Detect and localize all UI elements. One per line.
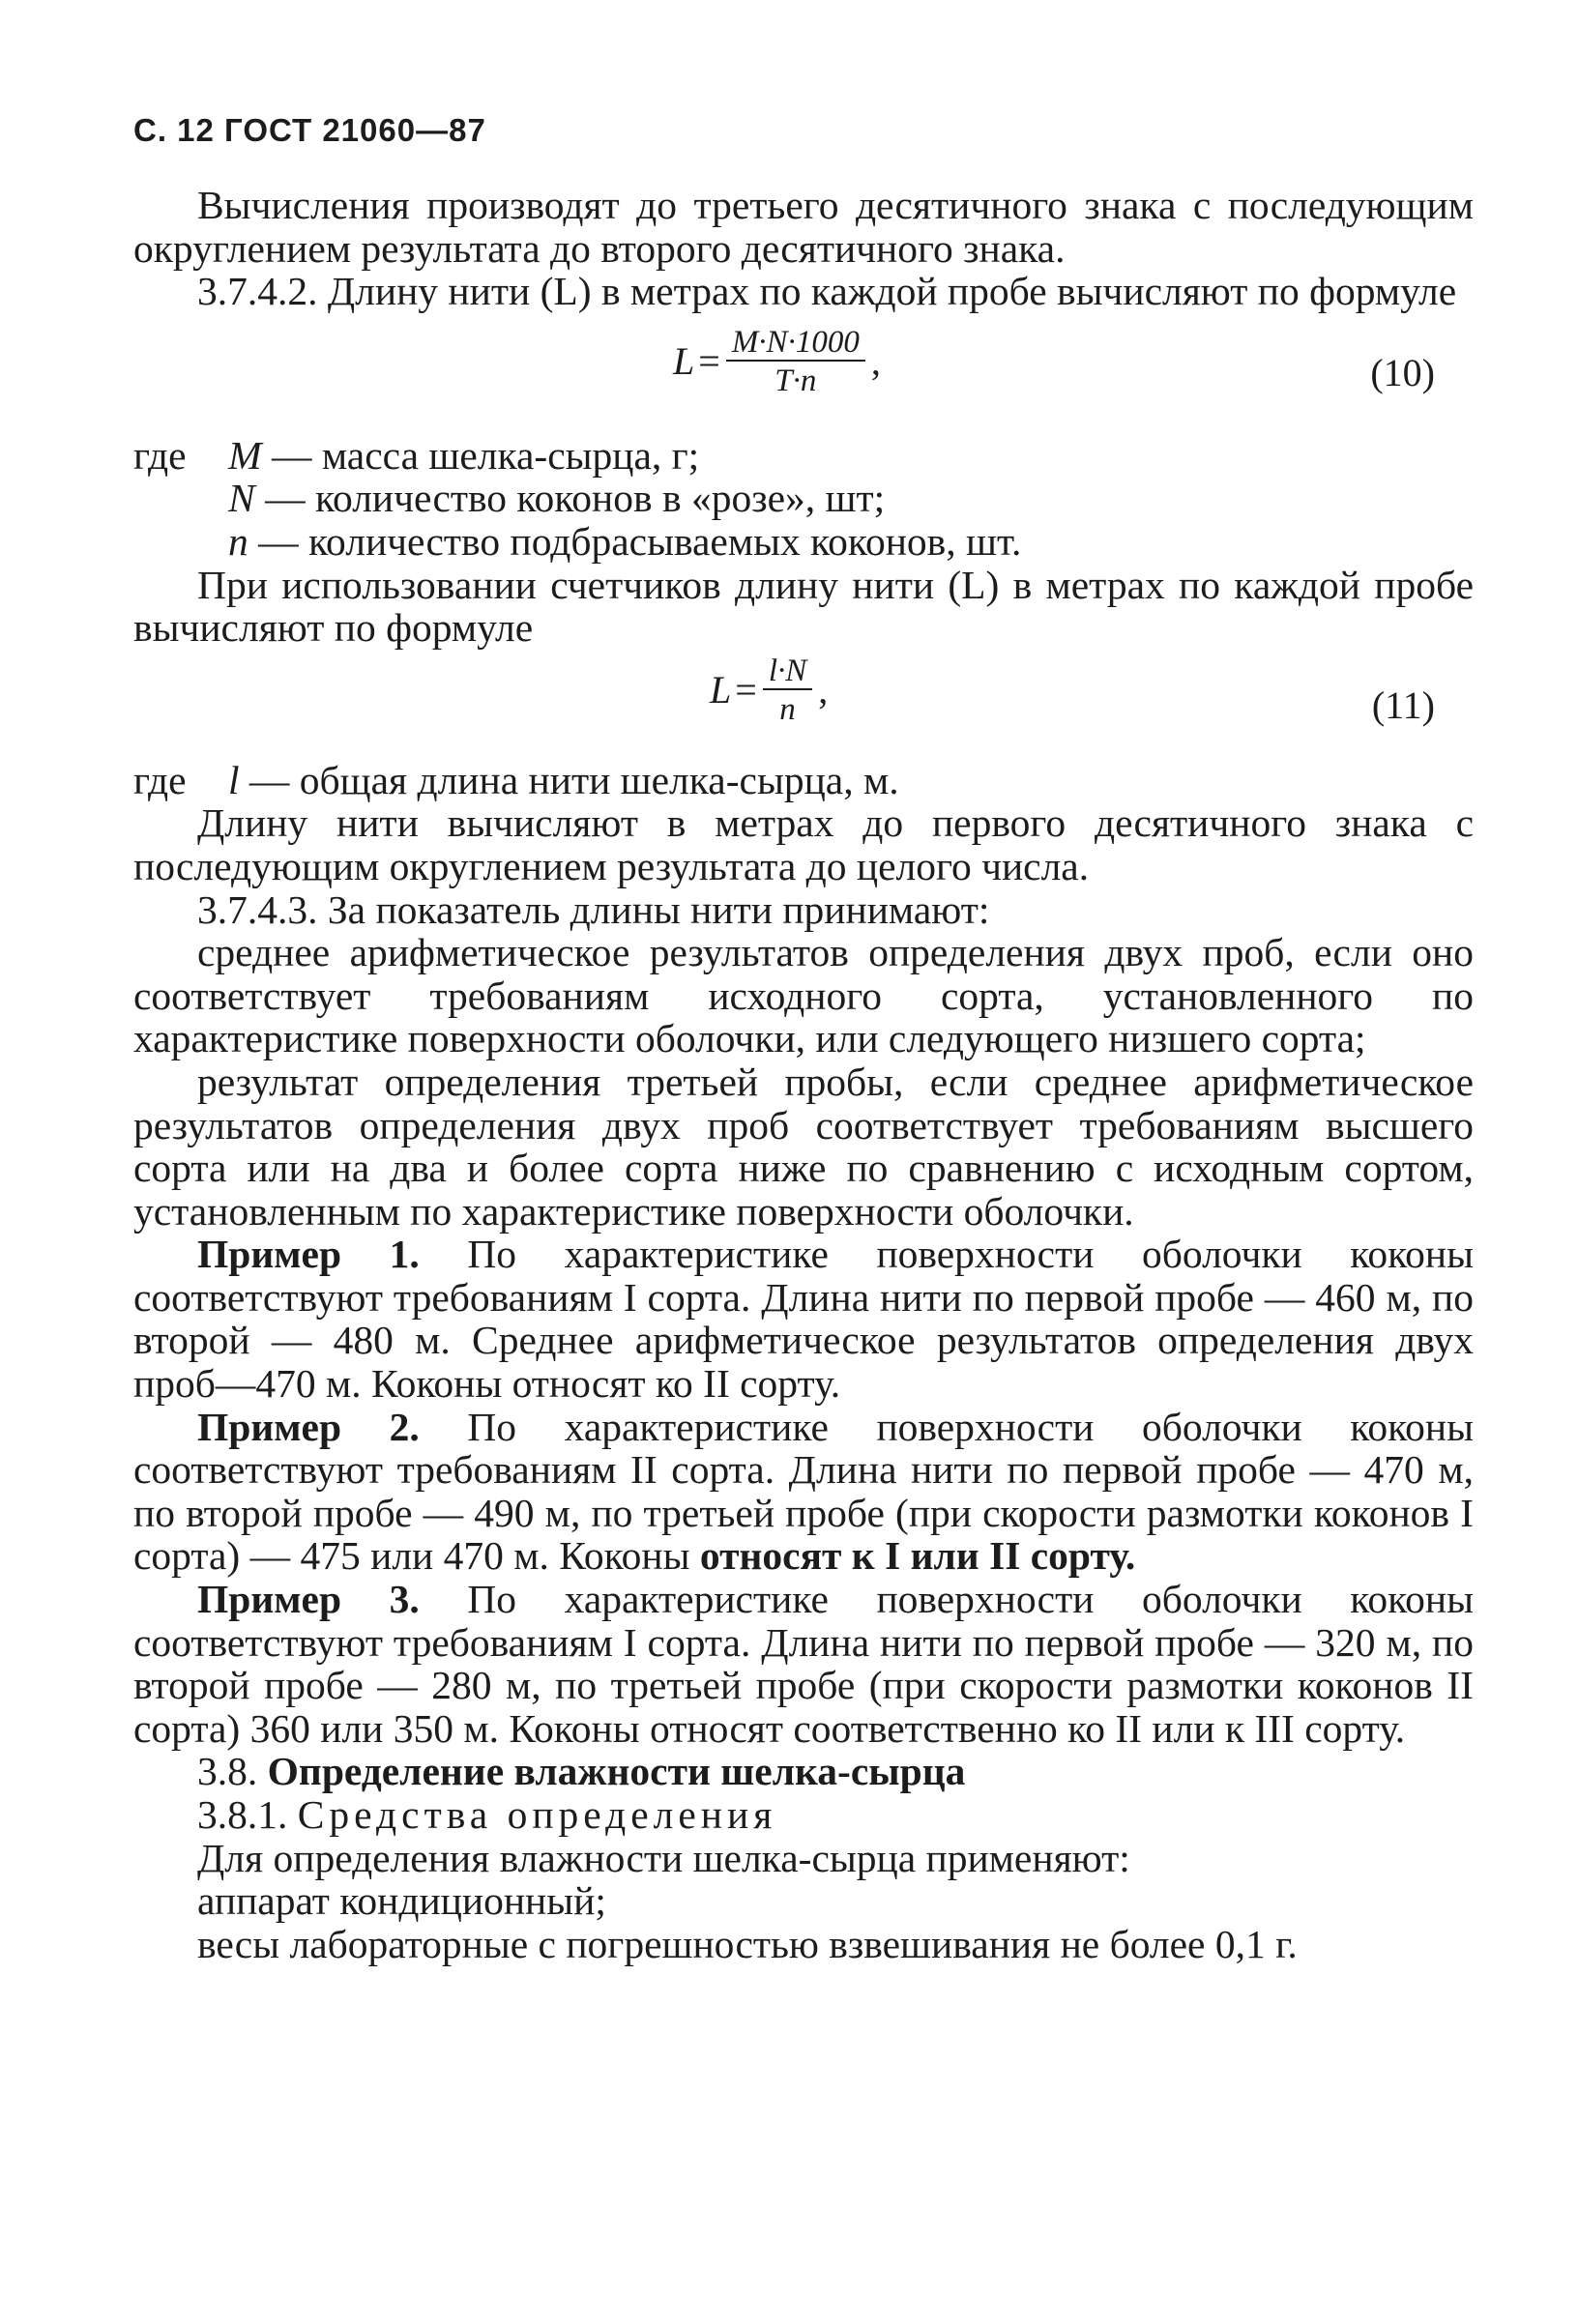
formula-lhs: L: [710, 668, 732, 712]
paragraph: Длину нити вычисляют в метрах до первого десятичного знака с последующим округлением результата до целого числа.: [133, 800, 1474, 888]
variable-symbol: M: [228, 432, 262, 478]
paragraph: результат определения третьей пробы, если среднее арифметическое результатов определения двух проб соответствует требованиям высшего сорта или на два и более сорта ниже по сравнению с исходным сортом, установленным по характеристике поверхности оболочки.: [133, 1059, 1474, 1234]
example-3: [133, 1578, 1474, 1750]
fraction-denominator: T·n: [774, 363, 817, 398]
paragraph: весы лабораторные с погрешностью взвешивания не более 0,1 г.: [197, 1921, 1298, 1966]
where-row: [133, 759, 1474, 802]
variable-symbol: l: [228, 757, 240, 802]
example-label: Пример 1.: [197, 1232, 420, 1277]
where-word: где: [133, 757, 187, 802]
formula-10: [133, 313, 1474, 434]
section-heading: [133, 1750, 1474, 1793]
example-text: По характеристике поверхности оболочки коконы соответствуют требованиям I сорта. Длина нити по первой пробе — 460 м, по второй — 480 м. Среднее арифметическое результатов определения двух проб—470 м. Коконы относят ко II сорту.: [133, 1232, 1474, 1407]
example-2: [133, 1406, 1474, 1578]
paragraph: среднее арифметическое результатов определения двух проб, если оно соответствует требованиям исходного сорта, установленного по характеристике поверхности оболочки, или следующего низшего сорта;: [133, 930, 1474, 1061]
where-row: [133, 520, 1474, 564]
where-block: [133, 434, 1474, 564]
body-text: [133, 184, 1474, 1965]
subsection-heading: [133, 1793, 1474, 1837]
subsection-number: 3.8.1.: [197, 1792, 298, 1837]
where-row: [133, 477, 1474, 520]
page-header: [133, 112, 486, 149]
variable-symbol: n: [228, 518, 248, 564]
variable-description: — общая длина нити шелка-сырца, м.: [239, 757, 899, 802]
formula-body: [710, 654, 828, 729]
formula-comma: ,: [818, 668, 829, 712]
formula-11: [133, 650, 1474, 759]
formula-equals: =: [698, 339, 720, 384]
formula-equals: =: [735, 668, 757, 712]
example-label: Пример 2.: [197, 1404, 420, 1449]
example-1: [133, 1233, 1474, 1405]
fraction: [763, 654, 812, 729]
paragraph: Вычисления производят до третьего десятичного знака с последующим округлением результата до второго десятичного знака.: [133, 183, 1474, 271]
variable-description: — количество коконов в «розе», шт;: [254, 476, 886, 521]
page-number: С. 12: [133, 112, 215, 148]
formula-number: (11): [1371, 683, 1435, 727]
variable-symbol: N: [228, 476, 255, 521]
fraction-numerator: M·N·1000: [731, 324, 860, 360]
where-block: [133, 759, 1474, 802]
formula-body: [673, 325, 881, 400]
paragraph: аппарат кондиционный;: [197, 1878, 606, 1924]
fraction: [726, 325, 865, 400]
formula-comma: ,: [870, 339, 881, 384]
example-conclusion: относят к I или II сорту.: [699, 1533, 1136, 1579]
paragraph: 3.7.4.3. За показатель длины нити принимают:: [197, 886, 990, 932]
formula-lhs: L: [673, 339, 695, 384]
formula-number: (10): [1370, 350, 1435, 394]
section-number: 3.8.: [197, 1749, 268, 1794]
paragraph: 3.7.4.2. Длину нити (L) в метрах по каждой пробе вычисляют по формуле: [197, 269, 1457, 314]
fraction-denominator: n: [779, 691, 796, 727]
variable-description: — количество подбрасываемых коконов, шт.: [248, 518, 1022, 564]
where-word: где: [133, 432, 187, 478]
fraction-numerator: l·N: [768, 653, 807, 688]
example-text: По характеристике поверхности оболочки коконы соответствуют требованиям I сорта. Длина нити по первой пробе — 320 м, по второй пробе — 280 м, по третьей пробе (при скорости размотки коконов II сорта) 360 или 350 м. Коконы относят соответственно ко II или к III сорту.: [133, 1577, 1474, 1751]
variable-description: — масса шелка-сырца, г;: [261, 432, 700, 478]
example-label: Пример 3.: [197, 1577, 420, 1622]
section-title: Определение влажности шелка-сырца: [267, 1749, 966, 1794]
paragraph: Для определения влажности шелка-сырца применяют:: [197, 1835, 1130, 1880]
standard-id: ГОСТ 21060—87: [224, 112, 486, 148]
where-row: [133, 434, 1474, 478]
paragraph: При использовании счетчиков длину нити (L) в метрах по каждой пробе вычисляют по формуле: [133, 562, 1474, 651]
subsection-title: Средства определения: [297, 1792, 777, 1837]
example-text: По характеристике поверхности оболочки коконы соответствуют требованиям II сорта. Длина нити по первой пробе — 470 м, по второй пробе — 490 м, по третьей пробе (при скорости размотки коконов I сорта) — 475 или 470 м. Коконы: [133, 1404, 1474, 1579]
